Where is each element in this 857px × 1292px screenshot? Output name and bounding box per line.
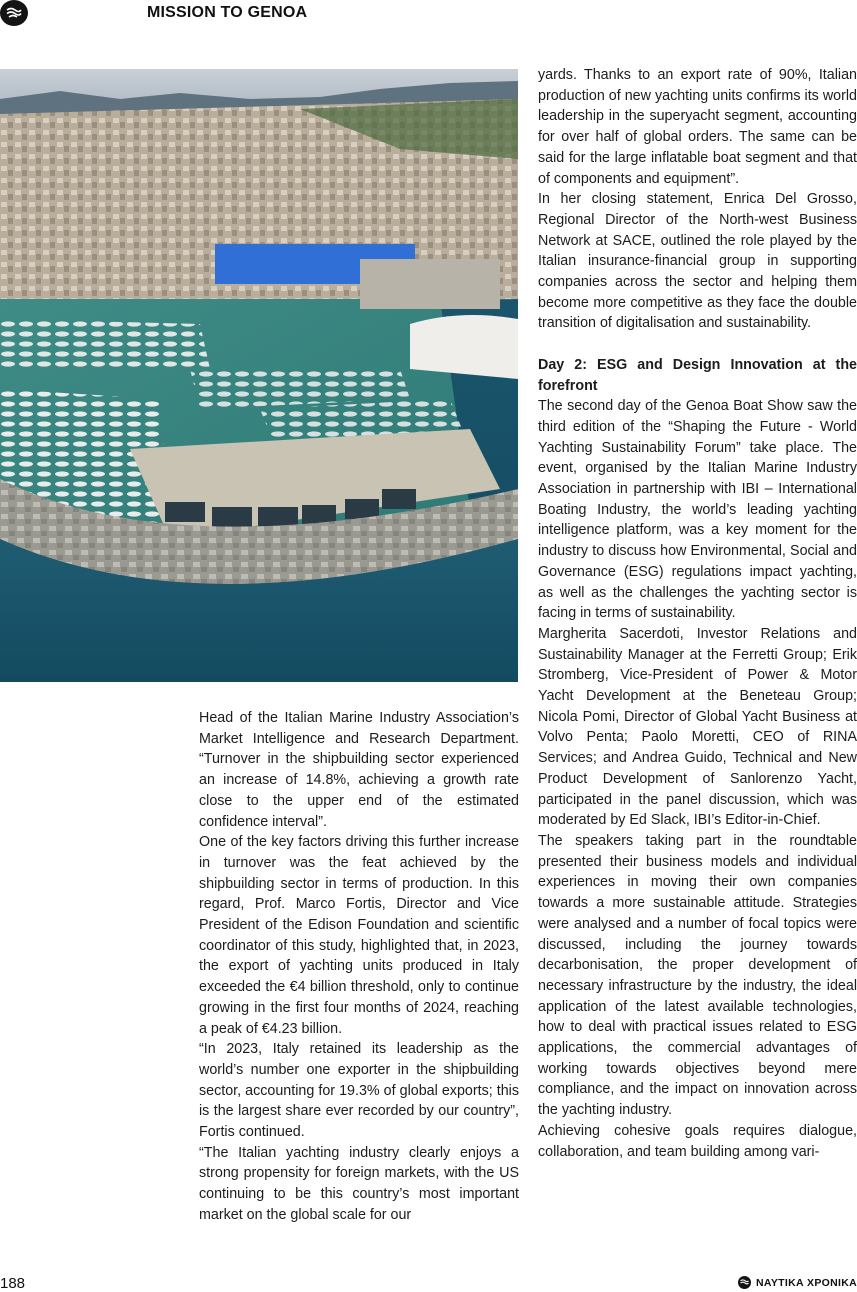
aerial-marina-photo xyxy=(0,69,518,682)
wave-logo-icon xyxy=(0,0,28,26)
paragraph: The second day of the Genoa Boat Show saw the third edition of the “Shaping the Future - World Yachting Sustainability Forum” take place. The event, organised by the Italian Marine Industry Association in partnership with IBI – International Boating Industry, the world’s leading yachting intelligence platform, was a key moment for the industry to discuss how Environmental, Social and Governance (ESG) regulations impact yachting, as well as the challenges the yachting sector is facing in terms of sustainability. xyxy=(538,398,857,622)
wave-logo-icon xyxy=(738,1276,751,1289)
brand-name: ΝΑΥΤΙΚΑ ΧΡΟΝΙΚΑ xyxy=(756,1276,857,1289)
section-title: MISSION TO GENOA xyxy=(147,4,308,21)
paragraph: Achieving cohesive goals requires dialogue, collaboration, and team building among vari- xyxy=(538,1122,857,1160)
section-subheading: Day 2: ESG and Design Innovation at the forefront xyxy=(538,356,857,394)
paragraph: “The Italian yachting industry clearly enjoys a strong propensity for foreign markets, with the US continuing to be this country’s most important market on the global scale for our xyxy=(199,1144,519,1223)
footer-brand xyxy=(738,1276,857,1289)
paragraph: yards. Thanks to an export rate of 90%, Italian production of new yachting units confirms its world leadership in the superyacht segment, accounting for over half of global orders. The same can be said for the large inflatable boat segment and that of components and equipment”. xyxy=(538,67,857,187)
paragraph: Head of the Italian Marine Industry Association’s Market Intelligence and Research Department. “Turnover in the shipbuilding sector experienced an increase of 14.8%, achieving a growth rate close to the upper end of the estimated confidence interval”. xyxy=(199,710,519,830)
paragraph: “In 2023, Italy retained its leadership as the world’s number one exporter in the shipbuilding sector, accounting for 19.3% of global exports; this is the largest share ever recorded by our country”, Fortis continued. xyxy=(199,1041,519,1141)
paragraph: In her closing statement, Enrica Del Grosso, Regional Director of the North-west Business Network at SACE, outlined the role played by the Italian insurance-financial group in supporting companies across the sector and helping them become more competitive as they face the double transition of digitalisation and sustainability. xyxy=(538,191,857,332)
paragraph: The speakers taking part in the roundtable presented their business models and individual experiences in moving their own companies towards a more sustainable attitude. Strategies were analysed and a number of focal topics were discussed, including the journey towards decarbonisation, the proper development of necessary infrastructure by the industry, the ideal application of the latest available technologies, how to deal with practical issues related to ESG applications, the commercial advantages of working towards objectives beyond mere compliance, and the impact on innovation across the yachting industry. xyxy=(538,833,857,1119)
page-number: 188 xyxy=(0,1275,26,1292)
right-text-column xyxy=(538,65,857,1162)
left-text-column xyxy=(199,708,519,1226)
paragraph: One of the key factors driving this further increase in turnover was the feat achieved by the shipbuilding sector in terms of production. In this regard, Prof. Marco Fortis, Director and Vice President of the Edison Foundation and scientific coordinator of this study, highlighted that, in 2023, the export of yachting units produced in Italy exceeded the €4 billion threshold, only to continue growing in the first four months of 2024, reaching a peak of €4.23 billion. xyxy=(199,834,519,1037)
paragraph: Margherita Sacerdoti, Investor Relations and Sustainability Manager at the Ferretti Group; Erik Stromberg, Vice-President of Power & Motor Yacht Development at the Beneteau Group; Nicola Pomi, Director of Global Yacht Business at Volvo Penta; Paolo Moretti, CEO of RINA Services; and Andrea Guido, Technical and New Product Development of Sanlorenzo Yacht, participated in the panel discussion, which was moderated by Ed Slack, IBI’s Editor-in-Chief. xyxy=(538,625,857,829)
